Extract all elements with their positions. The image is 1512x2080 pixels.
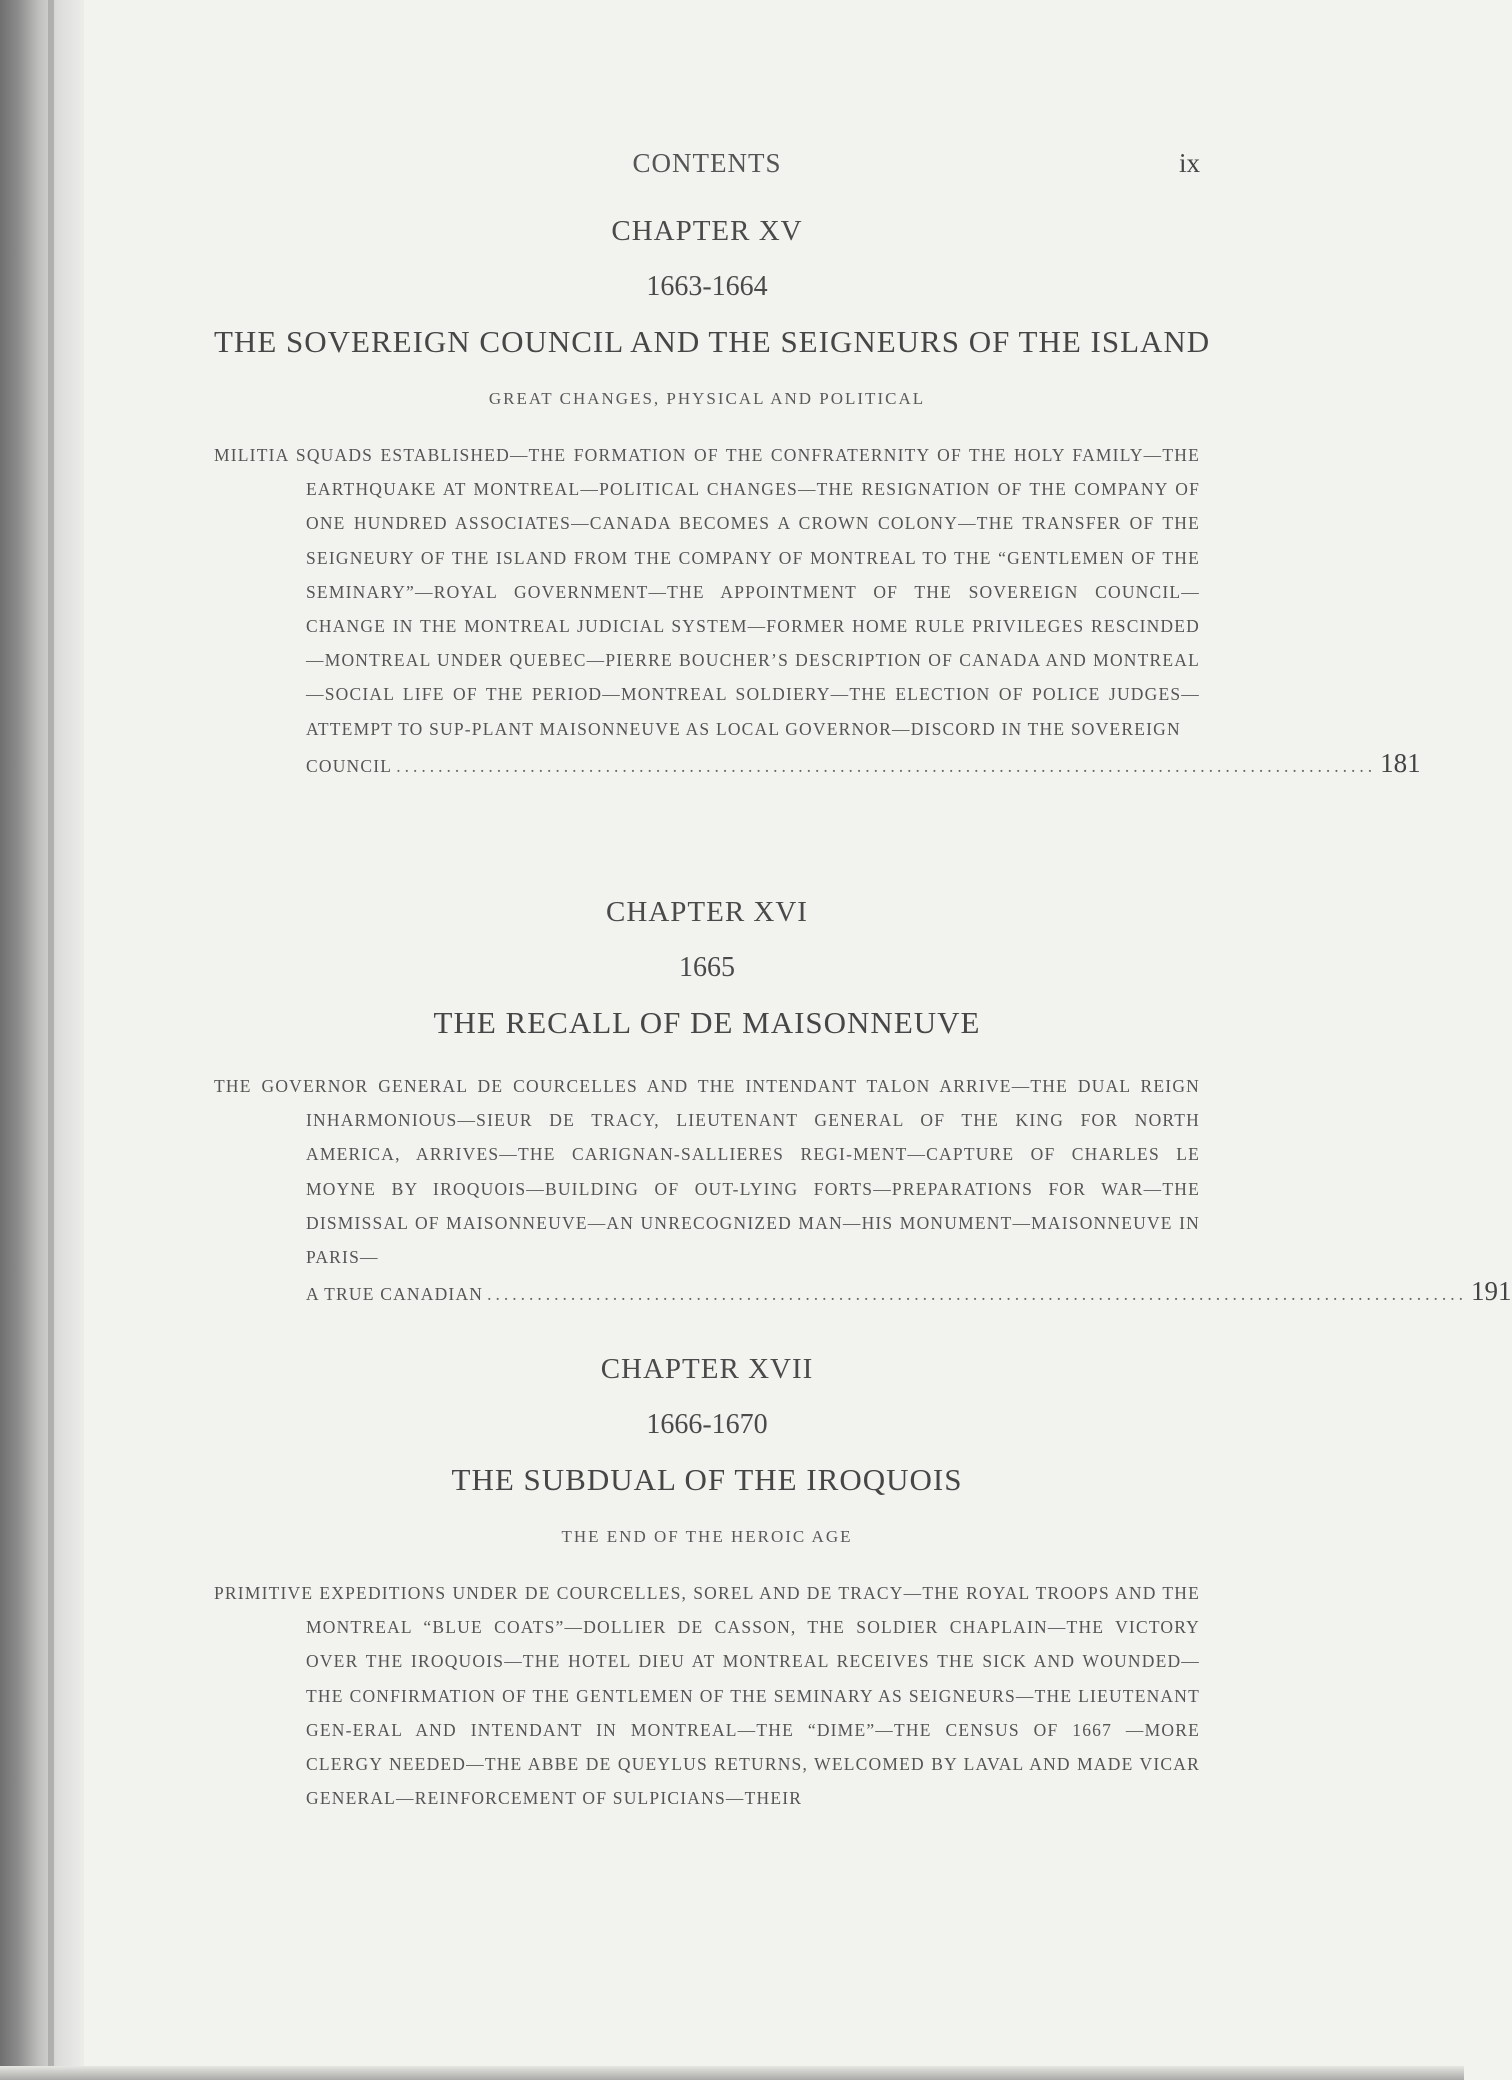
page-bottom-edge [0,2066,1464,2080]
chapter-title: CHAPTER XVII [600,1353,814,1385]
chapter-summary: PRIMITIVE EXPEDITIONS UNDER DE COURCELLES, SOREL AND DE TRACY—THE ROYAL TROOPS AND THE MONTREAL “BLUE COATS”—DOLLIER DE CASSON, THE SOLDIER CHAPLAIN—THE VICTORY OVER THE IROQUOIS—THE HOTEL DIEU AT MONTREAL RECEIVES THE SICK AND WOUNDED—THE CONFIRMATION OF THE GENTLEMEN OF THE SEMINARY AS SEIGNEURS—THE LIEUTENANT GEN-ERAL AND INTENDANT IN MONTREAL—THE “DIME”—THE CENSUS OF 1667 —MORE CLERGY NEEDED—THE ABBE DE QUEYLUS RETURNS, WELCOMED BY LAVAL AND MADE VICAR GENERAL—REINFORCEMENT OF SULPICIANS—THEIR [214,1583,1200,1809]
chapter-subheading: GREAT CHANGES, PHYSICAL AND POLITICAL [488,389,926,408]
running-head-title: CONTENTS [632,148,782,178]
book-spine-shadow [0,0,84,2080]
chapter-heading: THE SUBDUAL OF THE IROQUOIS [451,1462,963,1497]
chapter-subheading: THE END OF THE HEROIC AGE [561,1527,853,1546]
toc-page-number[interactable]: 181 [1380,747,1421,778]
chapter-title: CHAPTER XV [611,215,803,247]
chapter-xvi [214,893,1512,1311]
chapter-years: 1665 [679,952,735,983]
gutter-line [48,0,54,2080]
chapter-xvii [214,1350,1200,1815]
chapter-title: CHAPTER XVI [606,896,808,928]
chapter-years: 1663-1664 [646,271,768,302]
toc-entry-last-words: COUNCIL [306,755,393,776]
chapter-heading: THE RECALL OF DE MAISONNEUVE [433,1005,981,1040]
chapter-summary: THE GOVERNOR GENERAL DE COURCELLES AND THE INTENDANT TALON ARRIVE—THE DUAL REIGN INHARMONIOUS—SIEUR DE TRACY, LIEUTENANT GENERAL OF THE KING FOR NORTH AMERICA, ARRIVES—THE CARIGNAN-SALLIERES REGI-MENT—CAPTURE OF CHARLES LE MOYNE BY IROQUOIS—BUILDING OF OUT-LYING FORTS—PREPARATIONS FOR WAR—THE DISMISSAL OF MAISONNEUVE—AN UNRECOGNIZED MAN—HIS MONUMENT—MAISONNEUVE IN PARIS— [214,1076,1200,1268]
running-head [214,148,1200,182]
chapter-heading: THE SOVEREIGN COUNCIL AND THE SEIGNEURS OF THE ISLAND [214,324,1211,359]
toc-page-number[interactable]: 191 [1471,1276,1512,1307]
dot-leader: ..................................................................................................................... [487,1284,1467,1305]
chapter-years: 1666-1670 [646,1409,768,1440]
dot-leader: ..................................................................................................................... [396,755,1377,776]
page-number: ix [1178,148,1200,178]
toc-entry-line [214,1274,1512,1311]
chapter-xv [214,212,1421,783]
chapter-summary: MILITIA SQUADS ESTABLISHED—THE FORMATION OF THE CONFRATERNITY OF THE HOLY FAMILY—THE EARTHQUAKE AT MONTREAL—POLITICAL CHANGES—THE RESIGNATION OF THE COMPANY OF ONE HUNDRED ASSOCIATES—CANADA BECOMES A CROWN COLONY—THE TRANSFER OF THE SEIGNEURY OF THE ISLAND FROM THE COMPANY OF MONTREAL TO THE “GENTLEMEN OF THE SEMINARY”—ROYAL GOVERNMENT—THE APPOINTMENT OF THE SOVEREIGN COUNCIL—CHANGE IN THE MONTREAL JUDICIAL SYSTEM—FORMER HOME RULE PRIVILEGES RESCINDED—MONTREAL UNDER QUEBEC—PIERRE BOUCHER’S DESCRIPTION OF CANADA AND MONTREAL—SOCIAL LIFE OF THE PERIOD—MONTREAL SOLDIERY—THE ELECTION OF POLICE JUDGES—ATTEMPT TO SUP-PLANT MAISONNEUVE AS LOCAL GOVERNOR—DISCORD IN THE SOVEREIGN [214,445,1200,739]
contents-page [214,0,1512,2066]
toc-entry-last-words: A TRUE CANADIAN [306,1284,484,1305]
toc-entry-line [214,746,1421,783]
